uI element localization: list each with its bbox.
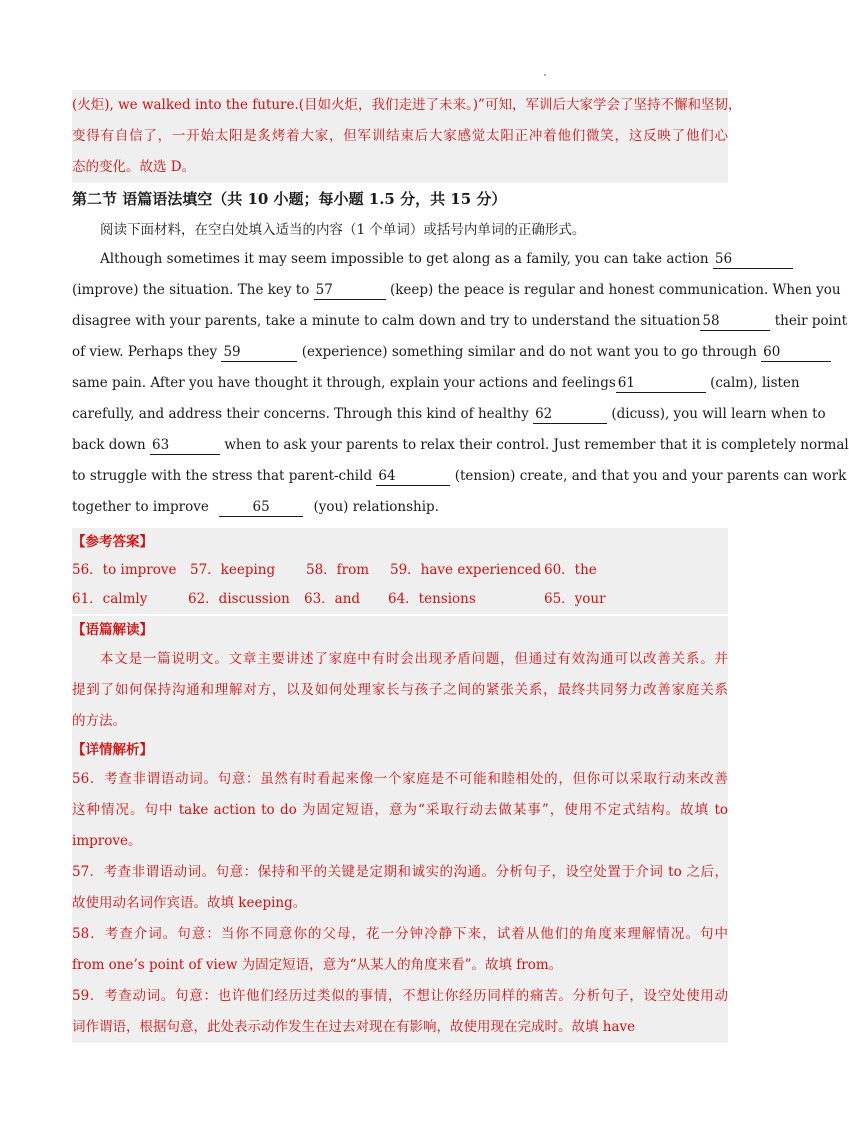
blank-59: 59 bbox=[221, 343, 297, 362]
passage-text: same pain. After you have thought it through, explain your actions and feelings bbox=[72, 375, 616, 391]
passage-text: to struggle with the stress that parent-child bbox=[72, 468, 373, 484]
passage-text: (improve) the situation. The key to bbox=[72, 282, 310, 298]
passage-text: back down bbox=[72, 437, 146, 453]
passage-text: disagree with your parents, take a minute to calm down and try to understand the situation bbox=[72, 313, 701, 329]
instruction-block bbox=[72, 215, 728, 246]
passage-text: (calm), listen bbox=[710, 375, 800, 391]
answer-62: 62．discussion bbox=[188, 591, 290, 607]
details-line: 59．考查动词。句意：也许他们经历过类似的事情，不想让你经历同样的痛苦。分析句子，设空处使用动 bbox=[72, 988, 728, 1004]
blank-57: 57 bbox=[314, 281, 386, 300]
details-line: 词作谓语，根据句意，此处表示动作发生在过去对现在有影响，故使用现在完成时。故填 have bbox=[72, 1019, 636, 1035]
passage-text: Although sometimes it may seem impossible to get along as a family, you can take action bbox=[100, 251, 709, 267]
passage-text: (you) relationship. bbox=[313, 499, 439, 515]
analysis-line: 提到了如何保持沟通和理解对方，以及如何处理家长与孩子之间的紧张关系，最终共同努力改善家庭关系 bbox=[72, 682, 728, 698]
details-line: 这种情况。句中 take action to do 为固定短语，意为“采取行动去做某事”，使用不定式结构。故填 to bbox=[72, 802, 728, 818]
explanation-line: 变得有自信了，一开始太阳是炙烤着大家，但军训结束后大家感觉太阳正冲着他们微笑，这反映了他们心 bbox=[72, 128, 728, 144]
details-line: improve。 bbox=[72, 833, 142, 849]
passage-text: their point bbox=[774, 313, 848, 329]
section-instruction: 阅读下面材料，在空白处填入适当的内容（1 个单词）或括号内单词的正确形式。 bbox=[100, 222, 586, 238]
explanation-line: (火炬), we walked into the future.(目如火炬，我们走进了未来。)”可知，军训后大家学会了坚持不懈和坚韧， bbox=[72, 97, 742, 113]
answer-57: 57．keeping bbox=[190, 562, 276, 578]
details-line: 57．考查非谓语动词。句意：保持和平的关键是定期和诚实的沟通。分析句子，设空处置于介词 to 之后， bbox=[72, 864, 728, 880]
passage-text: carefully, and address their concerns. Through this kind of healthy bbox=[72, 406, 529, 422]
analysis-line: 的方法。 bbox=[72, 713, 126, 729]
passage-text: (dicuss), you will learn when to bbox=[611, 406, 826, 422]
blank-56: 56 bbox=[713, 250, 793, 269]
answers-block bbox=[72, 528, 728, 614]
passage-line-8 bbox=[72, 461, 847, 492]
details-label: 【详情解析】 bbox=[72, 742, 153, 758]
passage-text: (experience) something similar and do not want you to go through bbox=[301, 344, 757, 360]
top-explanation bbox=[72, 90, 742, 183]
answer-64: 64．tensions bbox=[388, 591, 476, 607]
passage-line-3 bbox=[72, 306, 848, 337]
analysis-label: 【语篇解读】 bbox=[72, 622, 153, 638]
details-line: from one’s point of view 为固定短语，意为“从某人的角度来看”。故填 from。 bbox=[72, 957, 563, 973]
section-heading-block bbox=[72, 184, 728, 215]
blank-61: 61 bbox=[616, 374, 706, 393]
answer-63: 63．and bbox=[304, 591, 361, 607]
answer-58: 58．from bbox=[306, 562, 370, 578]
answers-row-2 bbox=[72, 585, 728, 614]
answer-61: 61．calmly bbox=[72, 591, 148, 607]
section-heading: 第二节 语篇语法填空（共 10 小题；每小题 1.5 分，共 15 分） bbox=[72, 190, 507, 208]
answer-56: 56．to improve bbox=[72, 562, 177, 578]
analysis-line: 本文是一篇说明文。文章主要讲述了家庭中有时会出现矛盾问题，但通过有效沟通可以改善关系。并 bbox=[100, 651, 728, 667]
details-line: 56．考查非谓语动词。句意：虽然有时看起来像一个家庭是不可能和睦相处的，但你可以采取行动来改善 bbox=[72, 771, 728, 787]
answers-row-1 bbox=[72, 556, 728, 585]
blank-65: 65 bbox=[219, 498, 303, 517]
passage-line-6 bbox=[72, 399, 826, 430]
analysis-block bbox=[72, 616, 728, 737]
blank-60: 60 bbox=[761, 343, 831, 362]
answer-65: 65．your bbox=[544, 591, 606, 607]
explanation-line: 态的变化。故选 D。 bbox=[72, 159, 196, 175]
details-block bbox=[72, 736, 728, 1043]
blank-63: 63 bbox=[150, 436, 220, 455]
passage-line-4 bbox=[72, 337, 781, 368]
passage-line-1 bbox=[72, 244, 733, 275]
passage-line-5 bbox=[72, 368, 800, 399]
passage-text: of view. Perhaps they bbox=[72, 344, 218, 360]
passage-line-2 bbox=[72, 275, 841, 306]
blank-58: 58 bbox=[700, 312, 770, 331]
passage-line-9 bbox=[72, 492, 728, 523]
answer-59: 59．have experienced bbox=[390, 562, 542, 578]
passage-text: together to improve bbox=[72, 499, 209, 515]
passage-line-7 bbox=[72, 430, 849, 461]
details-line: 58．考查介词。句意：当你不同意你的父母，花一分钟冷静下来，试着从他们的角度来理解情况。句中 bbox=[72, 926, 728, 942]
passage-text: (keep) the peace is regular and honest communication. When you bbox=[389, 282, 841, 298]
answer-60: 60．the bbox=[544, 562, 597, 578]
answers-label: 【参考答案】 bbox=[72, 534, 153, 550]
passage-text: (tension) create, and that you and your parents can work bbox=[454, 468, 847, 484]
details-line: 故使用动名词作宾语。故填 keeping。 bbox=[72, 895, 307, 911]
blank-62: 62 bbox=[533, 405, 607, 424]
passage-text: when to ask your parents to relax their control. Just remember that it is completely normal bbox=[224, 437, 849, 453]
blank-64: 64 bbox=[376, 467, 450, 486]
page-dot bbox=[544, 74, 546, 76]
passage bbox=[72, 244, 849, 523]
